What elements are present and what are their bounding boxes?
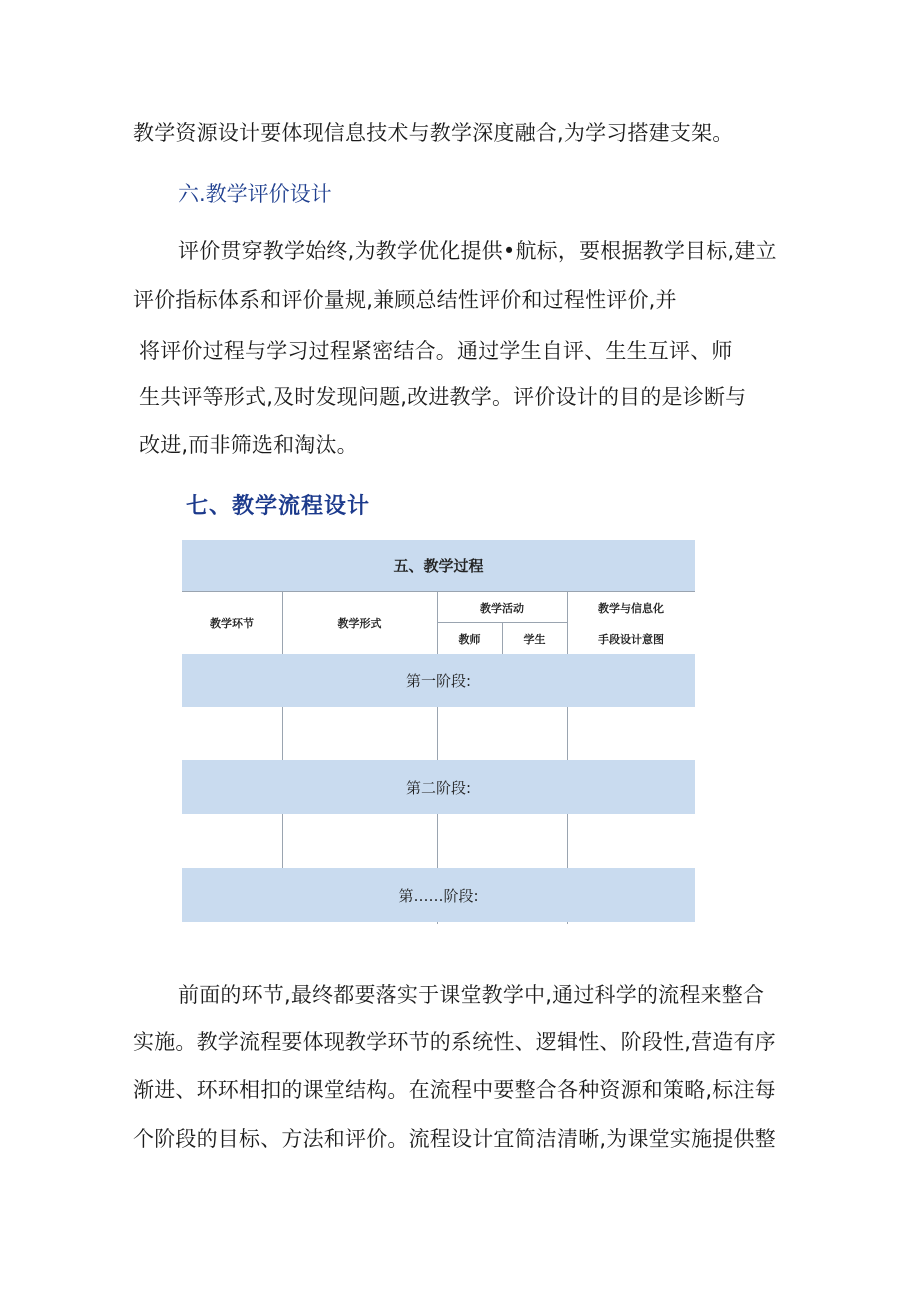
section7-title: 七、教学流程设计 — [186, 494, 371, 519]
process-table — [182, 540, 695, 924]
table-divider — [182, 591, 695, 592]
closing-line-3: 渐进、环环相扣的课堂结构。在流程中要整合各种资源和策略,标注每 — [133, 1078, 776, 1102]
table-divider — [567, 707, 568, 760]
col-design-header-line1: 教学与信息化 — [598, 602, 664, 615]
table-divider — [437, 814, 438, 868]
col-teacher-header: 教师 — [458, 633, 481, 646]
closing-line-4: 个阶段的目标、方法和评价。流程设计宜简洁清晰,为课堂实施提供整 — [133, 1127, 776, 1151]
stage-2-row: 第二阶段: — [182, 760, 695, 814]
section6-line-2: 评价指标体系和评价量规,兼顾总结性评价和过程性评价,并 — [133, 288, 677, 312]
table-divider — [282, 707, 283, 760]
table-divider — [437, 922, 438, 924]
closing-line-1: 前面的环节,最终都要落实于课堂教学中,通过科学的流程来整合 — [178, 983, 765, 1007]
section6-line-4: 生共评等形式,及时发现问题,改进教学。评价设计的目的是诊断与 — [139, 385, 747, 409]
intro-line: 教学资源设计要体现信息技术与教学深度融合,为学习搭建支架。 — [133, 121, 734, 145]
table-divider — [437, 707, 438, 760]
stage-3-row: 第……阶段: — [182, 868, 695, 922]
section6-title: 六.教学评价设计 — [178, 182, 332, 206]
col-activity-header: 教学活动 — [480, 602, 524, 615]
table-divider — [282, 814, 283, 868]
stage-1-row: 第一阶段: — [182, 654, 695, 707]
col-form-header: 教学形式 — [337, 617, 382, 630]
col-step-header: 教学环节 — [210, 617, 254, 630]
table-divider — [567, 922, 568, 924]
section6-line-1: 评价贯穿教学始终,为教学优化提供•航标，要根据教学目标,建立 — [178, 239, 777, 263]
closing-line-2: 实施。教学流程要体现教学环节的系统性、逻辑性、阶段性,营造有序 — [133, 1030, 776, 1054]
section6-line-3: 将评价过程与学习过程紧密结合。通过学生自评、生生互评、师 — [139, 339, 733, 363]
table-divider — [567, 814, 568, 868]
col-student-header: 学生 — [523, 633, 546, 646]
table-header-title: 五、教学过程 — [182, 540, 695, 591]
section6-line-5: 改进,而非筛选和淘汰。 — [139, 433, 358, 457]
col-design-header-line2: 手段设计意图 — [598, 633, 664, 646]
